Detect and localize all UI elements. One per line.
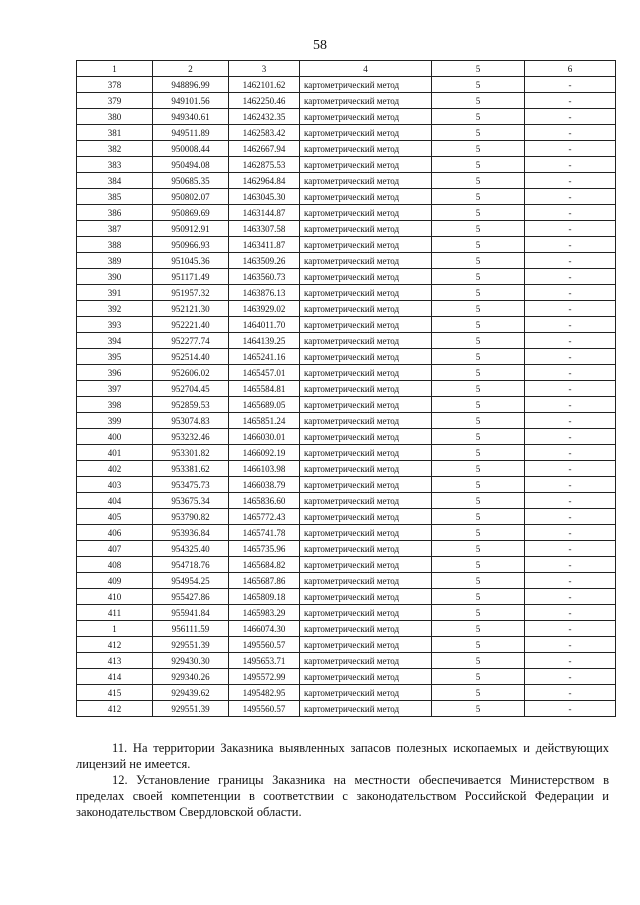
point-number-cell: 412 — [77, 701, 153, 717]
accuracy-cell: 5 — [432, 125, 525, 141]
point-number-cell: 401 — [77, 445, 153, 461]
point-number-cell: 383 — [77, 157, 153, 173]
method-cell: картометрический метод — [300, 621, 432, 637]
x-coordinate-cell: 950912.91 — [153, 221, 229, 237]
note-cell: - — [525, 285, 616, 301]
method-cell: картометрический метод — [300, 77, 432, 93]
point-number-cell: 391 — [77, 285, 153, 301]
x-coordinate-cell: 929439.62 — [153, 685, 229, 701]
accuracy-cell: 5 — [432, 205, 525, 221]
point-number-cell: 404 — [77, 493, 153, 509]
accuracy-cell: 5 — [432, 349, 525, 365]
method-cell: картометрический метод — [300, 317, 432, 333]
note-cell: - — [525, 413, 616, 429]
y-coordinate-cell: 1463509.26 — [229, 253, 300, 269]
note-cell: - — [525, 653, 616, 669]
point-number-cell: 378 — [77, 77, 153, 93]
x-coordinate-cell: 950869.69 — [153, 205, 229, 221]
table-row — [77, 157, 616, 173]
x-coordinate-cell: 949511.89 — [153, 125, 229, 141]
method-cell: картометрический метод — [300, 637, 432, 653]
y-coordinate-cell: 1462101.62 — [229, 77, 300, 93]
x-coordinate-cell: 929340.26 — [153, 669, 229, 685]
table-row — [77, 141, 616, 157]
accuracy-cell: 5 — [432, 221, 525, 237]
column-header-2: 2 — [153, 61, 229, 77]
coordinates-table — [76, 60, 616, 717]
y-coordinate-cell: 1463045.30 — [229, 189, 300, 205]
point-number-cell: 415 — [77, 685, 153, 701]
x-coordinate-cell: 950494.08 — [153, 157, 229, 173]
point-number-cell: 380 — [77, 109, 153, 125]
accuracy-cell: 5 — [432, 621, 525, 637]
note-cell: - — [525, 77, 616, 93]
note-cell: - — [525, 605, 616, 621]
point-number-cell: 411 — [77, 605, 153, 621]
table-row — [77, 365, 616, 381]
x-coordinate-cell: 952606.02 — [153, 365, 229, 381]
point-number-cell: 387 — [77, 221, 153, 237]
note-cell: - — [525, 173, 616, 189]
x-coordinate-cell: 953475.73 — [153, 477, 229, 493]
column-header-5: 5 — [432, 61, 525, 77]
y-coordinate-cell: 1495572.99 — [229, 669, 300, 685]
accuracy-cell: 5 — [432, 573, 525, 589]
point-number-cell: 399 — [77, 413, 153, 429]
table-row — [77, 685, 616, 701]
y-coordinate-cell: 1463560.73 — [229, 269, 300, 285]
accuracy-cell: 5 — [432, 477, 525, 493]
table-row — [77, 637, 616, 653]
y-coordinate-cell: 1465809.18 — [229, 589, 300, 605]
method-cell: картометрический метод — [300, 205, 432, 221]
method-cell: картометрический метод — [300, 333, 432, 349]
y-coordinate-cell: 1463876.13 — [229, 285, 300, 301]
method-cell: картометрический метод — [300, 93, 432, 109]
y-coordinate-cell: 1463307.58 — [229, 221, 300, 237]
method-cell: картометрический метод — [300, 557, 432, 573]
note-cell: - — [525, 397, 616, 413]
note-cell: - — [525, 557, 616, 573]
method-cell: картометрический метод — [300, 397, 432, 413]
table-row — [77, 77, 616, 93]
note-cell: - — [525, 701, 616, 717]
table-row — [77, 445, 616, 461]
table-body — [77, 77, 616, 717]
accuracy-cell: 5 — [432, 109, 525, 125]
table-row — [77, 397, 616, 413]
method-cell: картометрический метод — [300, 237, 432, 253]
column-header-6: 6 — [525, 61, 616, 77]
accuracy-cell: 5 — [432, 77, 525, 93]
accuracy-cell: 5 — [432, 253, 525, 269]
table-row — [77, 493, 616, 509]
accuracy-cell: 5 — [432, 429, 525, 445]
method-cell: картометрический метод — [300, 525, 432, 541]
point-number-cell: 390 — [77, 269, 153, 285]
accuracy-cell: 5 — [432, 509, 525, 525]
table-row — [77, 653, 616, 669]
note-cell: - — [525, 429, 616, 445]
column-header-1: 1 — [77, 61, 153, 77]
note-cell: - — [525, 221, 616, 237]
method-cell: картометрический метод — [300, 125, 432, 141]
y-coordinate-cell: 1465687.86 — [229, 573, 300, 589]
point-number-cell: 400 — [77, 429, 153, 445]
x-coordinate-cell: 951045.36 — [153, 253, 229, 269]
x-coordinate-cell: 949101.56 — [153, 93, 229, 109]
point-number-cell: 409 — [77, 573, 153, 589]
point-number-cell: 388 — [77, 237, 153, 253]
accuracy-cell: 5 — [432, 525, 525, 541]
x-coordinate-cell: 951171.49 — [153, 269, 229, 285]
y-coordinate-cell: 1465741.78 — [229, 525, 300, 541]
table-row — [77, 285, 616, 301]
table-row — [77, 269, 616, 285]
accuracy-cell: 5 — [432, 381, 525, 397]
x-coordinate-cell: 953074.83 — [153, 413, 229, 429]
note-cell: - — [525, 365, 616, 381]
note-cell: - — [525, 573, 616, 589]
accuracy-cell: 5 — [432, 685, 525, 701]
table-header — [77, 61, 616, 77]
y-coordinate-cell: 1495560.57 — [229, 701, 300, 717]
x-coordinate-cell: 929551.39 — [153, 701, 229, 717]
table-row — [77, 125, 616, 141]
accuracy-cell: 5 — [432, 557, 525, 573]
accuracy-cell: 5 — [432, 637, 525, 653]
method-cell: картометрический метод — [300, 573, 432, 589]
note-cell: - — [525, 125, 616, 141]
x-coordinate-cell: 956111.59 — [153, 621, 229, 637]
paragraph-11: 11. На территории Заказника выявленных запасов полезных ископаемых и действующих лицензий не имеется. — [76, 741, 609, 771]
x-coordinate-cell: 952514.40 — [153, 349, 229, 365]
x-coordinate-cell: 948896.99 — [153, 77, 229, 93]
point-number-cell: 394 — [77, 333, 153, 349]
note-cell: - — [525, 253, 616, 269]
table-row — [77, 589, 616, 605]
accuracy-cell: 5 — [432, 269, 525, 285]
accuracy-cell: 5 — [432, 173, 525, 189]
method-cell: картометрический метод — [300, 157, 432, 173]
method-cell: картометрический метод — [300, 365, 432, 381]
point-number-cell: 402 — [77, 461, 153, 477]
x-coordinate-cell: 929551.39 — [153, 637, 229, 653]
method-cell: картометрический метод — [300, 253, 432, 269]
point-number-cell: 414 — [77, 669, 153, 685]
y-coordinate-cell: 1465584.81 — [229, 381, 300, 397]
note-cell: - — [525, 461, 616, 477]
table-row — [77, 541, 616, 557]
y-coordinate-cell: 1464011.70 — [229, 317, 300, 333]
accuracy-cell: 5 — [432, 237, 525, 253]
y-coordinate-cell: 1463144.87 — [229, 205, 300, 221]
note-cell: - — [525, 509, 616, 525]
x-coordinate-cell: 955941.84 — [153, 605, 229, 621]
point-number-cell: 381 — [77, 125, 153, 141]
table-row — [77, 413, 616, 429]
method-cell: картометрический метод — [300, 269, 432, 285]
x-coordinate-cell: 929430.30 — [153, 653, 229, 669]
table-row — [77, 509, 616, 525]
accuracy-cell: 5 — [432, 461, 525, 477]
point-number-cell: 405 — [77, 509, 153, 525]
point-number-cell: 392 — [77, 301, 153, 317]
note-cell: - — [525, 109, 616, 125]
y-coordinate-cell: 1495560.57 — [229, 637, 300, 653]
point-number-cell: 408 — [77, 557, 153, 573]
point-number-cell: 395 — [77, 349, 153, 365]
point-number-cell: 398 — [77, 397, 153, 413]
paragraph-12: 12. Установление границы Заказника на местности обеспечивается Министерством в пределах своей компетенции в соответствии с законодательством Российской Федерации и законодательством Свердловской области. — [76, 773, 609, 819]
accuracy-cell: 5 — [432, 493, 525, 509]
x-coordinate-cell: 953790.82 — [153, 509, 229, 525]
accuracy-cell: 5 — [432, 701, 525, 717]
accuracy-cell: 5 — [432, 141, 525, 157]
y-coordinate-cell: 1466103.98 — [229, 461, 300, 477]
note-cell: - — [525, 685, 616, 701]
point-number-cell: 385 — [77, 189, 153, 205]
y-coordinate-cell: 1462875.53 — [229, 157, 300, 173]
note-cell: - — [525, 445, 616, 461]
point-number-cell: 396 — [77, 365, 153, 381]
note-cell: - — [525, 589, 616, 605]
point-number-cell: 379 — [77, 93, 153, 109]
x-coordinate-cell: 952277.74 — [153, 333, 229, 349]
y-coordinate-cell: 1462667.94 — [229, 141, 300, 157]
note-cell: - — [525, 621, 616, 637]
point-number-cell: 406 — [77, 525, 153, 541]
y-coordinate-cell: 1462250.46 — [229, 93, 300, 109]
y-coordinate-cell: 1465241.16 — [229, 349, 300, 365]
table-row — [77, 557, 616, 573]
y-coordinate-cell: 1466038.79 — [229, 477, 300, 493]
table-row — [77, 477, 616, 493]
table-row — [77, 349, 616, 365]
x-coordinate-cell: 952121.30 — [153, 301, 229, 317]
table-row — [77, 605, 616, 621]
y-coordinate-cell: 1465689.05 — [229, 397, 300, 413]
note-cell: - — [525, 301, 616, 317]
accuracy-cell: 5 — [432, 397, 525, 413]
method-cell: картометрический метод — [300, 445, 432, 461]
method-cell: картометрический метод — [300, 509, 432, 525]
column-header-3: 3 — [229, 61, 300, 77]
y-coordinate-cell: 1462432.35 — [229, 109, 300, 125]
table-row — [77, 461, 616, 477]
x-coordinate-cell: 950685.35 — [153, 173, 229, 189]
method-cell: картометрический метод — [300, 173, 432, 189]
y-coordinate-cell: 1462583.42 — [229, 125, 300, 141]
x-coordinate-cell: 953232.46 — [153, 429, 229, 445]
x-coordinate-cell: 955427.86 — [153, 589, 229, 605]
y-coordinate-cell: 1465684.82 — [229, 557, 300, 573]
x-coordinate-cell: 953675.34 — [153, 493, 229, 509]
point-number-cell: 412 — [77, 637, 153, 653]
point-number-cell: 389 — [77, 253, 153, 269]
x-coordinate-cell: 952704.45 — [153, 381, 229, 397]
note-cell: - — [525, 157, 616, 173]
method-cell: картометрический метод — [300, 109, 432, 125]
note-cell: - — [525, 189, 616, 205]
note-cell: - — [525, 477, 616, 493]
accuracy-cell: 5 — [432, 653, 525, 669]
method-cell: картометрический метод — [300, 381, 432, 397]
table-row — [77, 93, 616, 109]
y-coordinate-cell: 1463929.02 — [229, 301, 300, 317]
accuracy-cell: 5 — [432, 605, 525, 621]
method-cell: картометрический метод — [300, 301, 432, 317]
point-number-cell: 407 — [77, 541, 153, 557]
point-number-cell: 386 — [77, 205, 153, 221]
table-row — [77, 669, 616, 685]
x-coordinate-cell: 954718.76 — [153, 557, 229, 573]
point-number-cell: 382 — [77, 141, 153, 157]
table-row — [77, 205, 616, 221]
point-number-cell: 1 — [77, 621, 153, 637]
accuracy-cell: 5 — [432, 285, 525, 301]
accuracy-cell: 5 — [432, 93, 525, 109]
accuracy-cell: 5 — [432, 589, 525, 605]
method-cell: картометрический метод — [300, 669, 432, 685]
y-coordinate-cell: 1466074.30 — [229, 621, 300, 637]
x-coordinate-cell: 952221.40 — [153, 317, 229, 333]
x-coordinate-cell: 950008.44 — [153, 141, 229, 157]
x-coordinate-cell: 953381.62 — [153, 461, 229, 477]
y-coordinate-cell: 1465772.43 — [229, 509, 300, 525]
x-coordinate-cell: 953936.84 — [153, 525, 229, 541]
x-coordinate-cell: 949340.61 — [153, 109, 229, 125]
x-coordinate-cell: 954325.40 — [153, 541, 229, 557]
table-header-row — [77, 61, 616, 77]
table-row — [77, 621, 616, 637]
note-cell: - — [525, 493, 616, 509]
note-cell: - — [525, 349, 616, 365]
point-number-cell: 413 — [77, 653, 153, 669]
point-number-cell: 397 — [77, 381, 153, 397]
method-cell: картометрический метод — [300, 589, 432, 605]
page-number: 58 — [313, 38, 327, 53]
method-cell: картометрический метод — [300, 461, 432, 477]
y-coordinate-cell: 1465735.96 — [229, 541, 300, 557]
accuracy-cell: 5 — [432, 333, 525, 349]
accuracy-cell: 5 — [432, 157, 525, 173]
note-cell: - — [525, 637, 616, 653]
accuracy-cell: 5 — [432, 365, 525, 381]
note-cell: - — [525, 237, 616, 253]
y-coordinate-cell: 1462964.84 — [229, 173, 300, 189]
table-row — [77, 189, 616, 205]
x-coordinate-cell: 950802.07 — [153, 189, 229, 205]
accuracy-cell: 5 — [432, 445, 525, 461]
x-coordinate-cell: 950966.93 — [153, 237, 229, 253]
method-cell: картометрический метод — [300, 477, 432, 493]
method-cell: картометрический метод — [300, 701, 432, 717]
note-cell: - — [525, 333, 616, 349]
method-cell: картометрический метод — [300, 429, 432, 445]
point-number-cell: 393 — [77, 317, 153, 333]
x-coordinate-cell: 951957.32 — [153, 285, 229, 301]
method-cell: картометрический метод — [300, 605, 432, 621]
point-number-cell: 410 — [77, 589, 153, 605]
accuracy-cell: 5 — [432, 413, 525, 429]
y-coordinate-cell: 1463411.87 — [229, 237, 300, 253]
method-cell: картометрический метод — [300, 541, 432, 557]
method-cell: картометрический метод — [300, 221, 432, 237]
method-cell: картометрический метод — [300, 413, 432, 429]
accuracy-cell: 5 — [432, 669, 525, 685]
table-row — [77, 701, 616, 717]
y-coordinate-cell: 1465851.24 — [229, 413, 300, 429]
note-cell: - — [525, 141, 616, 157]
y-coordinate-cell: 1466092.19 — [229, 445, 300, 461]
table-row — [77, 525, 616, 541]
method-cell: картометрический метод — [300, 493, 432, 509]
method-cell: картометрический метод — [300, 653, 432, 669]
x-coordinate-cell: 952859.53 — [153, 397, 229, 413]
method-cell: картометрический метод — [300, 141, 432, 157]
y-coordinate-cell: 1495653.71 — [229, 653, 300, 669]
y-coordinate-cell: 1466030.01 — [229, 429, 300, 445]
note-cell: - — [525, 525, 616, 541]
table-row — [77, 173, 616, 189]
accuracy-cell: 5 — [432, 317, 525, 333]
y-coordinate-cell: 1465836.60 — [229, 493, 300, 509]
table-row — [77, 573, 616, 589]
note-cell: - — [525, 269, 616, 285]
table-row — [77, 429, 616, 445]
table-row — [77, 109, 616, 125]
method-cell: картометрический метод — [300, 685, 432, 701]
table-row — [77, 301, 616, 317]
accuracy-cell: 5 — [432, 189, 525, 205]
table-row — [77, 333, 616, 349]
accuracy-cell: 5 — [432, 541, 525, 557]
table-row — [77, 253, 616, 269]
y-coordinate-cell: 1465457.01 — [229, 365, 300, 381]
column-header-4: 4 — [300, 61, 432, 77]
table-row — [77, 317, 616, 333]
note-cell: - — [525, 317, 616, 333]
y-coordinate-cell: 1464139.25 — [229, 333, 300, 349]
x-coordinate-cell: 954954.25 — [153, 573, 229, 589]
method-cell: картометрический метод — [300, 349, 432, 365]
note-cell: - — [525, 381, 616, 397]
x-coordinate-cell: 953301.82 — [153, 445, 229, 461]
y-coordinate-cell: 1495482.95 — [229, 685, 300, 701]
accuracy-cell: 5 — [432, 301, 525, 317]
note-cell: - — [525, 93, 616, 109]
method-cell: картометрический метод — [300, 285, 432, 301]
table-row — [77, 221, 616, 237]
method-cell: картометрический метод — [300, 189, 432, 205]
note-cell: - — [525, 541, 616, 557]
point-number-cell: 384 — [77, 173, 153, 189]
y-coordinate-cell: 1465983.29 — [229, 605, 300, 621]
body-text — [76, 740, 609, 820]
point-number-cell: 403 — [77, 477, 153, 493]
note-cell: - — [525, 669, 616, 685]
note-cell: - — [525, 205, 616, 221]
table-row — [77, 237, 616, 253]
table-row — [77, 381, 616, 397]
